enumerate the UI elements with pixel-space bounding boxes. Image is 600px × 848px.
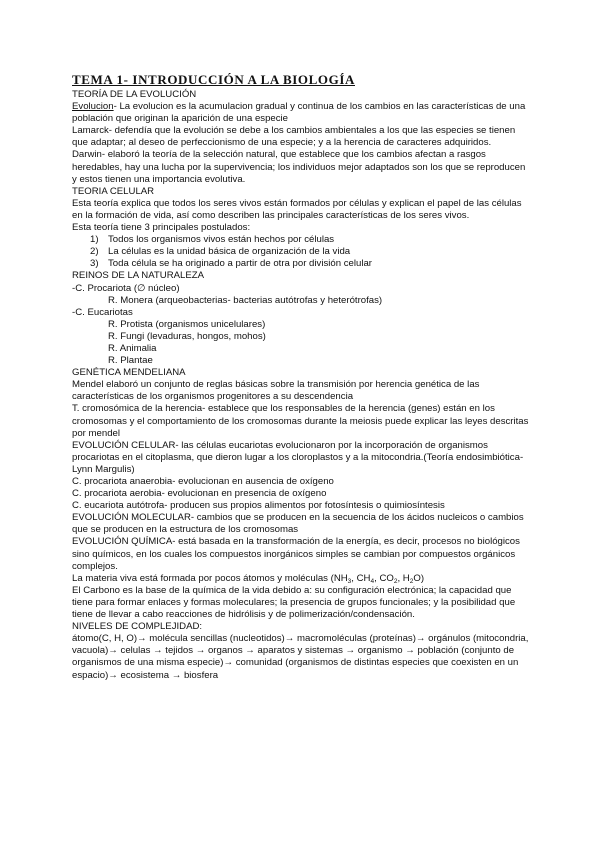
list-number: 1) <box>90 234 99 246</box>
reino-protista: R. Protista (organismos unicelulares) <box>108 318 266 330</box>
lamarck-paragraph: Lamarck- defendía que la evolución se debe a los cambios ambientales a los que las especies se tienen que adaptar; al deseo de perfeccionismo de una especie; y a la herencia de caracteres adquiridos. <box>72 125 516 149</box>
materia-viva-line <box>72 573 530 585</box>
mendel-paragraph: Mendel elaboró un conjunto de reglas básicas sobre la transmisión por herencia genética de las características de los organismos progenitores a su descendencia <box>72 379 480 403</box>
subscript: 2 <box>409 577 414 585</box>
subscript: 4 <box>370 577 375 585</box>
reino-animalia: R. Animalia <box>108 342 157 354</box>
darwin-paragraph: Darwin- elaboró la teoría de la selección natural, que establece que los cambios afectan a rasgos heredables, hay una lucha por la supervivencia; los individuos mejor adaptados son los que se reproducen y estos tienen una importancia evolutiva. <box>72 149 526 185</box>
subscript: 3 <box>347 577 352 585</box>
evolucion-celular-paragraph: EVOLUCIÓN CELULAR- las células eucariotas evolucionaron por la incorporación de organismos procariotas en el citoplasma, que dieron lugar a los cloroplastos y a la mitocondria.(Teoría endosimbiótica- Lynn Margulis) <box>72 439 524 475</box>
list-text: Toda célula se ha originado a partir de otra por división celular <box>108 258 372 270</box>
materia-text: , H <box>397 572 410 584</box>
evolucion-molecular-paragraph: EVOLUCIÓN MOLECULAR- cambios que se producen en la secuencia de los ácidos nucleicos o cambios que se producen en la estructura de los cromosomas <box>72 512 524 536</box>
materia-text: O) <box>413 572 425 584</box>
reino-monera: R. Monera (arqueobacterias- bacterias autótrofas y heterótrofas) <box>108 294 383 306</box>
list-text: Todos los organismos vivos están hechos por células <box>108 234 335 246</box>
autotrofa-line: C. eucariota autótrofa- producen sus propios alimentos por fotosíntesis o quimiosíntesis <box>72 500 445 512</box>
list-item <box>72 246 530 258</box>
cromosomica-paragraph: T. cromosómica de la herencia- establece que los responsables de la herencia (genes) están en los cromosomas y el comportamiento de los cromosomas durante la meiosis puede explicar las leyes descritas por mendel <box>72 403 529 439</box>
materia-text: , CO <box>374 572 394 584</box>
section-heading-reinos: REINOS DE LA NATURALEZA <box>72 270 205 282</box>
procariota-line: -C. Procariota (∅ núcleo) <box>72 282 180 294</box>
carbono-paragraph: El Carbono es la base de la química de la vida debido a: su configuración electrónica; la capacidad que tiene para formar enlaces y formas moleculares; la presencia de grupos funcionales; y la posibilidad que tiene de llevar a cabo reacciones de hidrólisis y de polimerización/condensación. <box>72 584 516 621</box>
list-item <box>72 234 530 246</box>
eucariotas-line: -C. Eucariotas <box>72 306 133 318</box>
evolucion-term: Evolucion <box>72 101 114 113</box>
section-heading-celular: TEORIA CELULAR <box>72 185 155 197</box>
materia-text: La materia viva está formada por pocos átomos y moléculas (NH <box>72 572 348 584</box>
evolucion-quimica-paragraph: EVOLUCIÓN QUÍMICA- está basada en la transformación de la energía, es decir, procesos no biológicos sino químicos, en los cuales los compuestos inorgánicos simples se cambian por compuestos orgánicos complejos. <box>72 536 520 572</box>
list-number: 2) <box>90 246 99 258</box>
aerobia-line: C. procariota aerobia- evolucionan en presencia de oxígeno <box>72 488 327 500</box>
niveles-paragraph: átomo(C, H, O)→ molécula sencillas (nucleotidos)→ macromoléculas (proteínas)→ orgánulos (mitocondria, vacuola)→ celulas → tejidos → organos → aparatos y sistemas → organismo → población (conjunto de organismos de una misma especie)→ comunidad (organismos de distintas especies que coexisten en un espacio)→ ecosistema → biosfera <box>72 633 529 681</box>
celular-intro: Esta teoría explica que todos los seres vivos están formados por células y explican el papel de las células en la formación de vida, así como describen las principales características de los seres vivos. <box>72 197 522 221</box>
postulados-list <box>72 234 530 270</box>
list-item <box>72 258 530 270</box>
page-title: TEMA 1- INTRODUCCIÓN A LA BIOLOGÍA <box>72 72 355 87</box>
section-heading-evolucion: TEORÍA DE LA EVOLUCIÓN <box>72 89 197 100</box>
subscript: 2 <box>393 577 398 585</box>
list-number: 3) <box>90 258 99 270</box>
evolucion-definition <box>72 101 530 125</box>
section-heading-niveles: NIVELES DE COMPLEJIDAD: <box>72 621 203 633</box>
list-text: La células es la unidad básica de organización de la vida <box>108 246 351 258</box>
postulados-intro: Esta teoría tiene 3 principales postulados: <box>72 222 251 234</box>
reino-plantae: R. Plantae <box>108 355 153 367</box>
evolucion-def-text: - La evolucion es la acumulacion gradual y continua de los cambios en las características de una población que originan la aparición de una especie <box>72 101 526 125</box>
materia-text: , CH <box>351 572 371 584</box>
section-heading-mendel: GENÉTICA MENDELIANA <box>72 367 186 379</box>
reino-fungi: R. Fungi (levaduras, hongos, mohos) <box>108 330 266 342</box>
anaerobia-line: C. procariota anaerobia- evolucionan en ausencia de oxígeno <box>72 476 334 487</box>
